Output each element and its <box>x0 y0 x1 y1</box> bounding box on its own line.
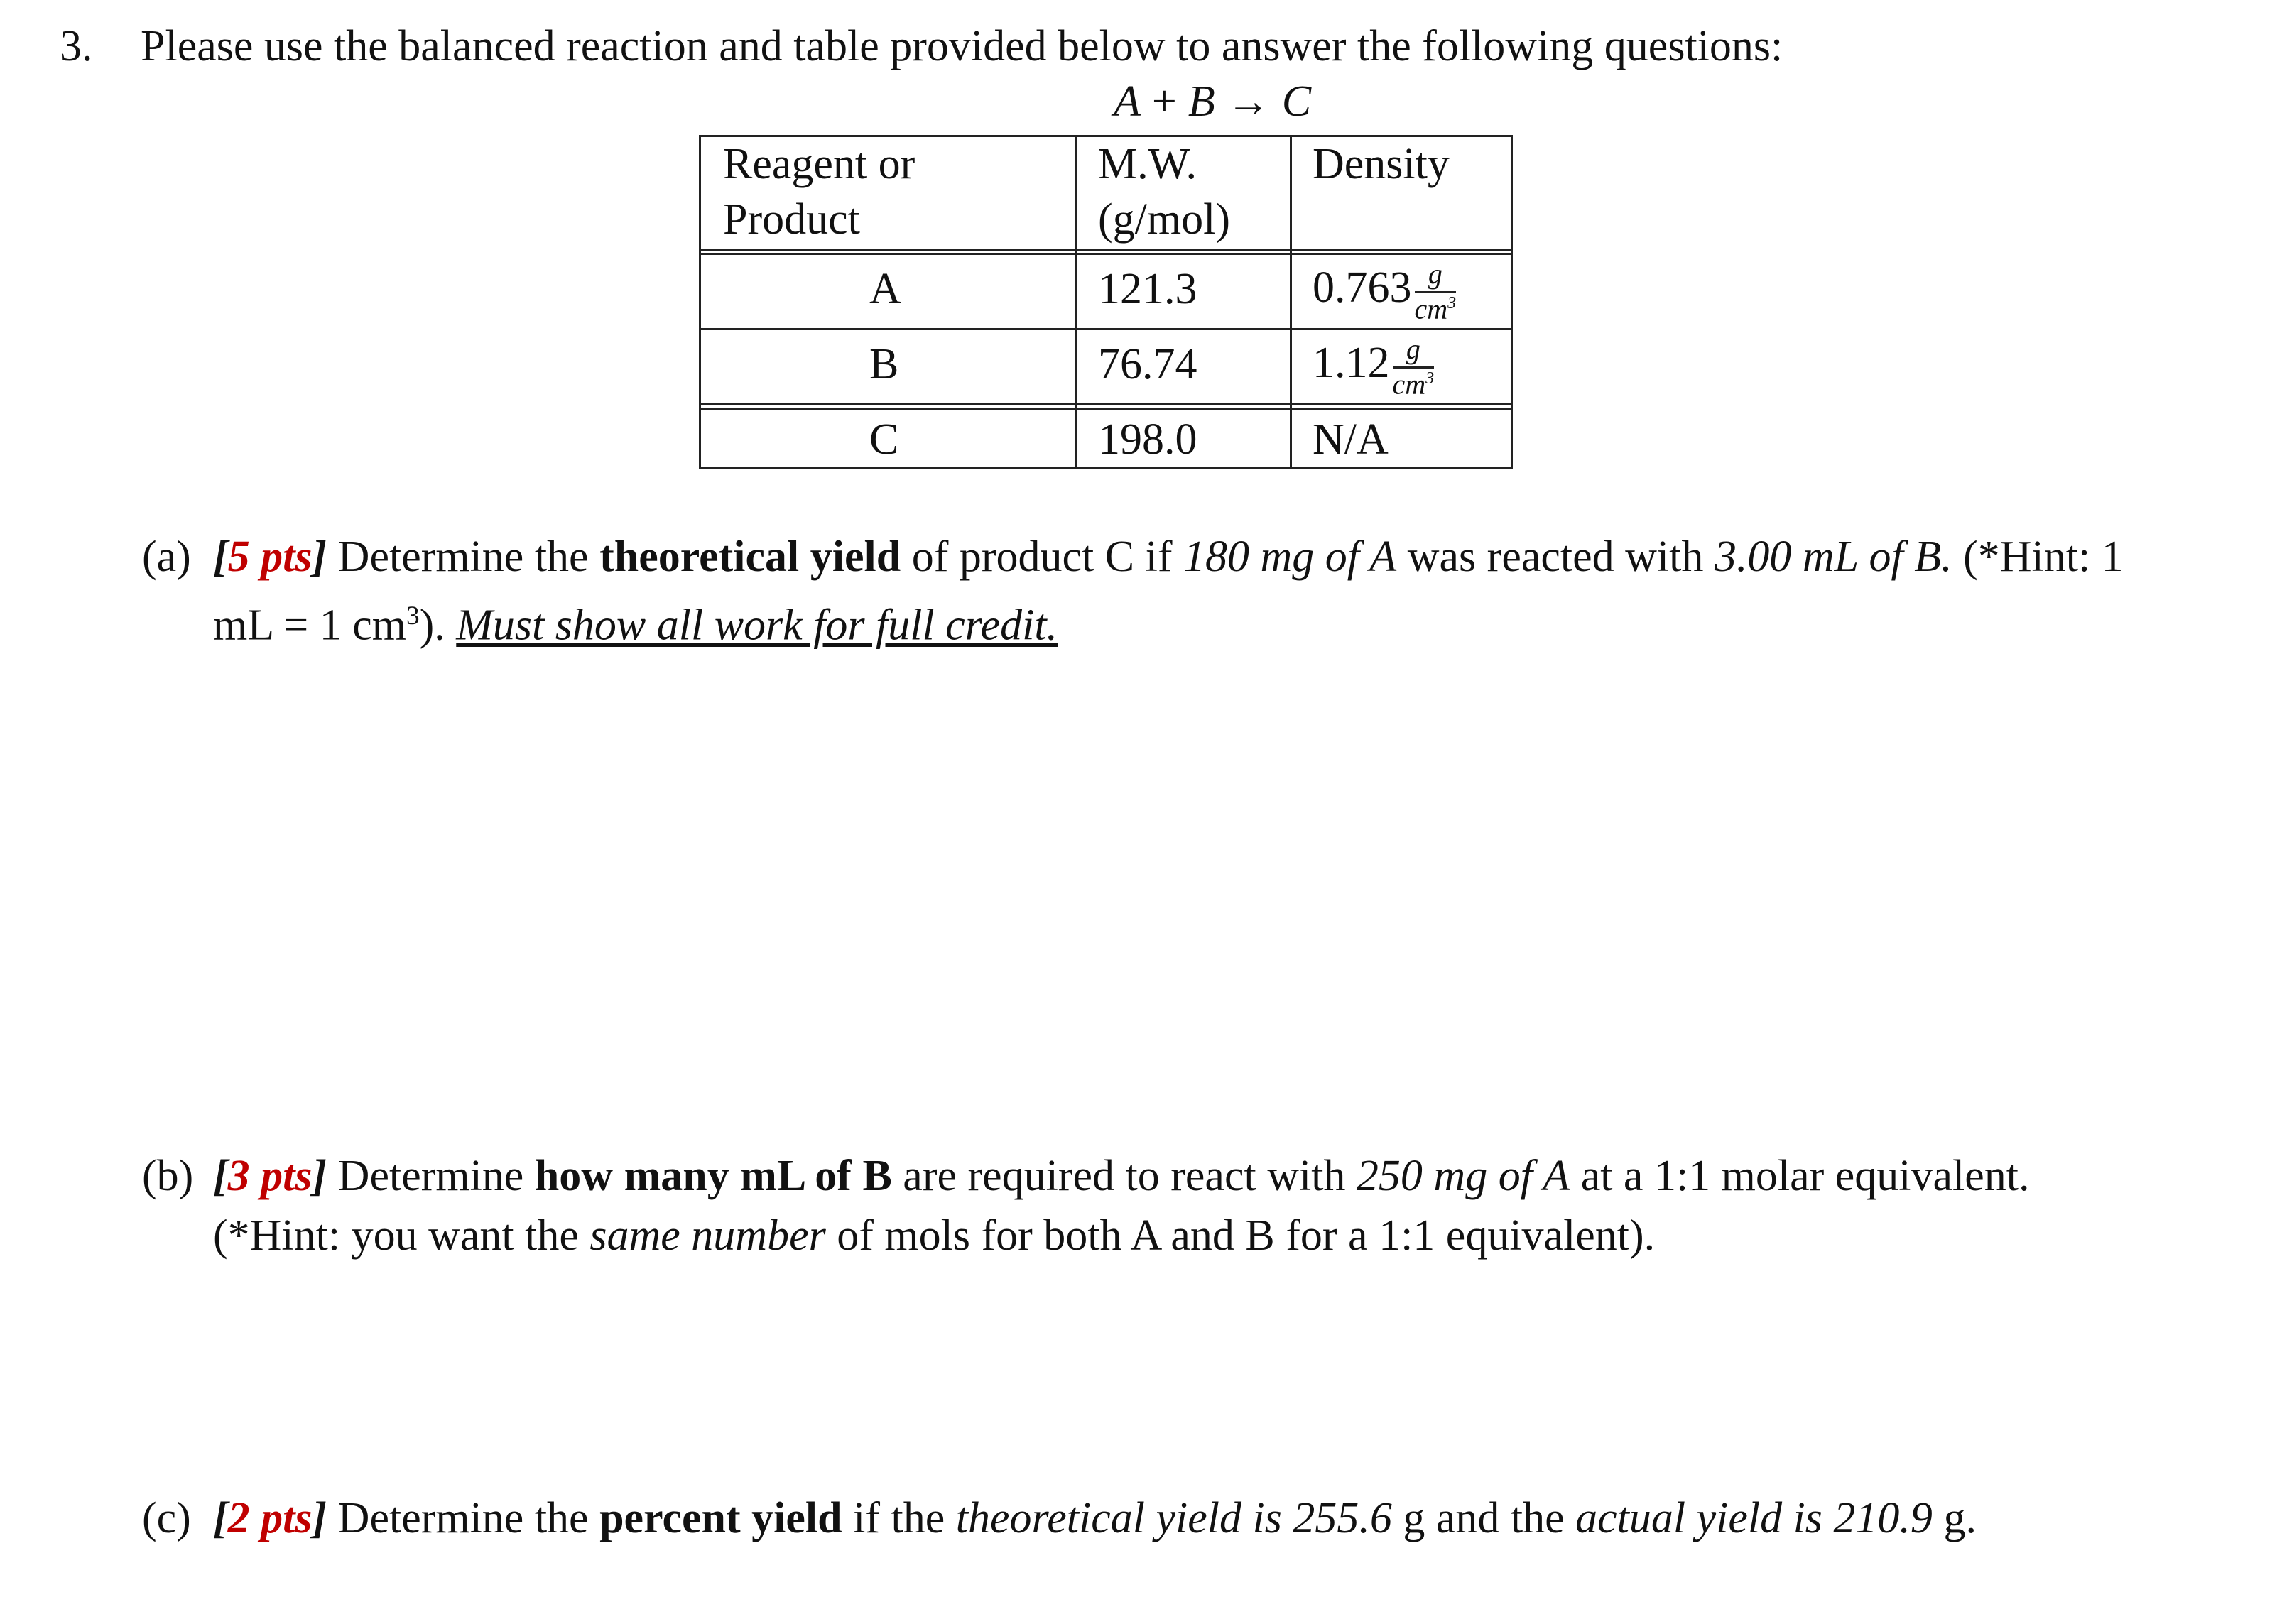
header-reagent-line1: Reagent or <box>723 140 915 188</box>
header-mw-line2: (g/mol) <box>1098 195 1230 244</box>
balanced-reaction <box>1114 77 1312 126</box>
row-a-name: A <box>869 265 901 313</box>
part-c-line1: [2 pts] Determine the percent yield if the theoretical yield is 255.6 g and the actual yield is 210.9 g. <box>213 1494 1977 1542</box>
part-b-line1: [3 pts] Determine how many mL of B are required to react with 250 mg of A at a 1:1 molar equivalent. <box>213 1152 2030 1200</box>
reactant-a: A <box>1114 77 1141 126</box>
row-a-mw: 121.3 <box>1098 265 1197 313</box>
reactant-b: B <box>1188 77 1215 126</box>
part-c-points: 2 pts <box>227 1494 313 1542</box>
row-c-name: C <box>869 415 899 464</box>
table-col-divider-1 <box>1075 135 1077 469</box>
row-c-mw: 198.0 <box>1098 415 1197 464</box>
row-b-density <box>1313 335 1434 398</box>
part-a-line1: [5 pts] Determine the theoretical yield of product C if 180 mg of A was reacted with 3.00 mL of B. (*Hint: 1 <box>213 533 2124 581</box>
row-c-density: N/A <box>1313 415 1389 464</box>
reagent-table <box>699 135 1513 469</box>
part-a-line2: mL = 1 $cm^3$). Must show all work for full credit. <box>213 601 1058 650</box>
product-c: C <box>1281 77 1312 126</box>
table-border-right <box>1511 135 1513 469</box>
table-border-top <box>699 135 1513 137</box>
row-b-name: B <box>869 340 899 388</box>
reaction-arrow: → <box>1226 77 1271 126</box>
part-a-points: 5 pts <box>227 533 313 581</box>
part-a-instruction: Must show all work for full credit. <box>456 601 1058 650</box>
part-c-label: (c) <box>142 1494 191 1542</box>
row-b-mw: 76.74 <box>1098 340 1197 388</box>
header-reagent-line2: Product <box>723 195 860 244</box>
row-b-density-value: 1.12 <box>1313 338 1390 387</box>
table-header-divider-1 <box>699 249 1513 251</box>
header-mw-line1: M.W. <box>1098 140 1197 188</box>
question-number: 3. <box>60 22 93 70</box>
table-row-divider-bc <box>699 403 1513 405</box>
table-row-divider-bc-2 <box>699 408 1513 410</box>
row-a-density-value: 0.763 <box>1313 263 1412 312</box>
table-border-bottom <box>699 467 1513 469</box>
header-density: Density <box>1313 140 1450 188</box>
row-b-density-unit: $\frac{g}{cm^3}$ <box>1392 333 1435 400</box>
part-b-label: (b) <box>142 1152 194 1200</box>
part-b-points: 3 pts <box>227 1152 313 1200</box>
table-header-divider-2 <box>699 253 1513 255</box>
question-prompt: Please use the balanced reaction and table provided below to answer the following questions: <box>141 22 1783 70</box>
table-border-left <box>699 135 701 469</box>
table-row-divider-ab <box>699 328 1513 330</box>
plus-sign: + <box>1151 77 1177 126</box>
part-a-label: (a) <box>142 533 191 581</box>
row-a-density-unit: $\frac{g}{cm^3}$ <box>1414 258 1457 325</box>
table-col-divider-2 <box>1290 135 1292 469</box>
part-b-line2: (*Hint: you want the same number of mols for both A and B for a 1:1 equivalent). <box>213 1211 1656 1260</box>
row-a-density <box>1313 260 1456 323</box>
